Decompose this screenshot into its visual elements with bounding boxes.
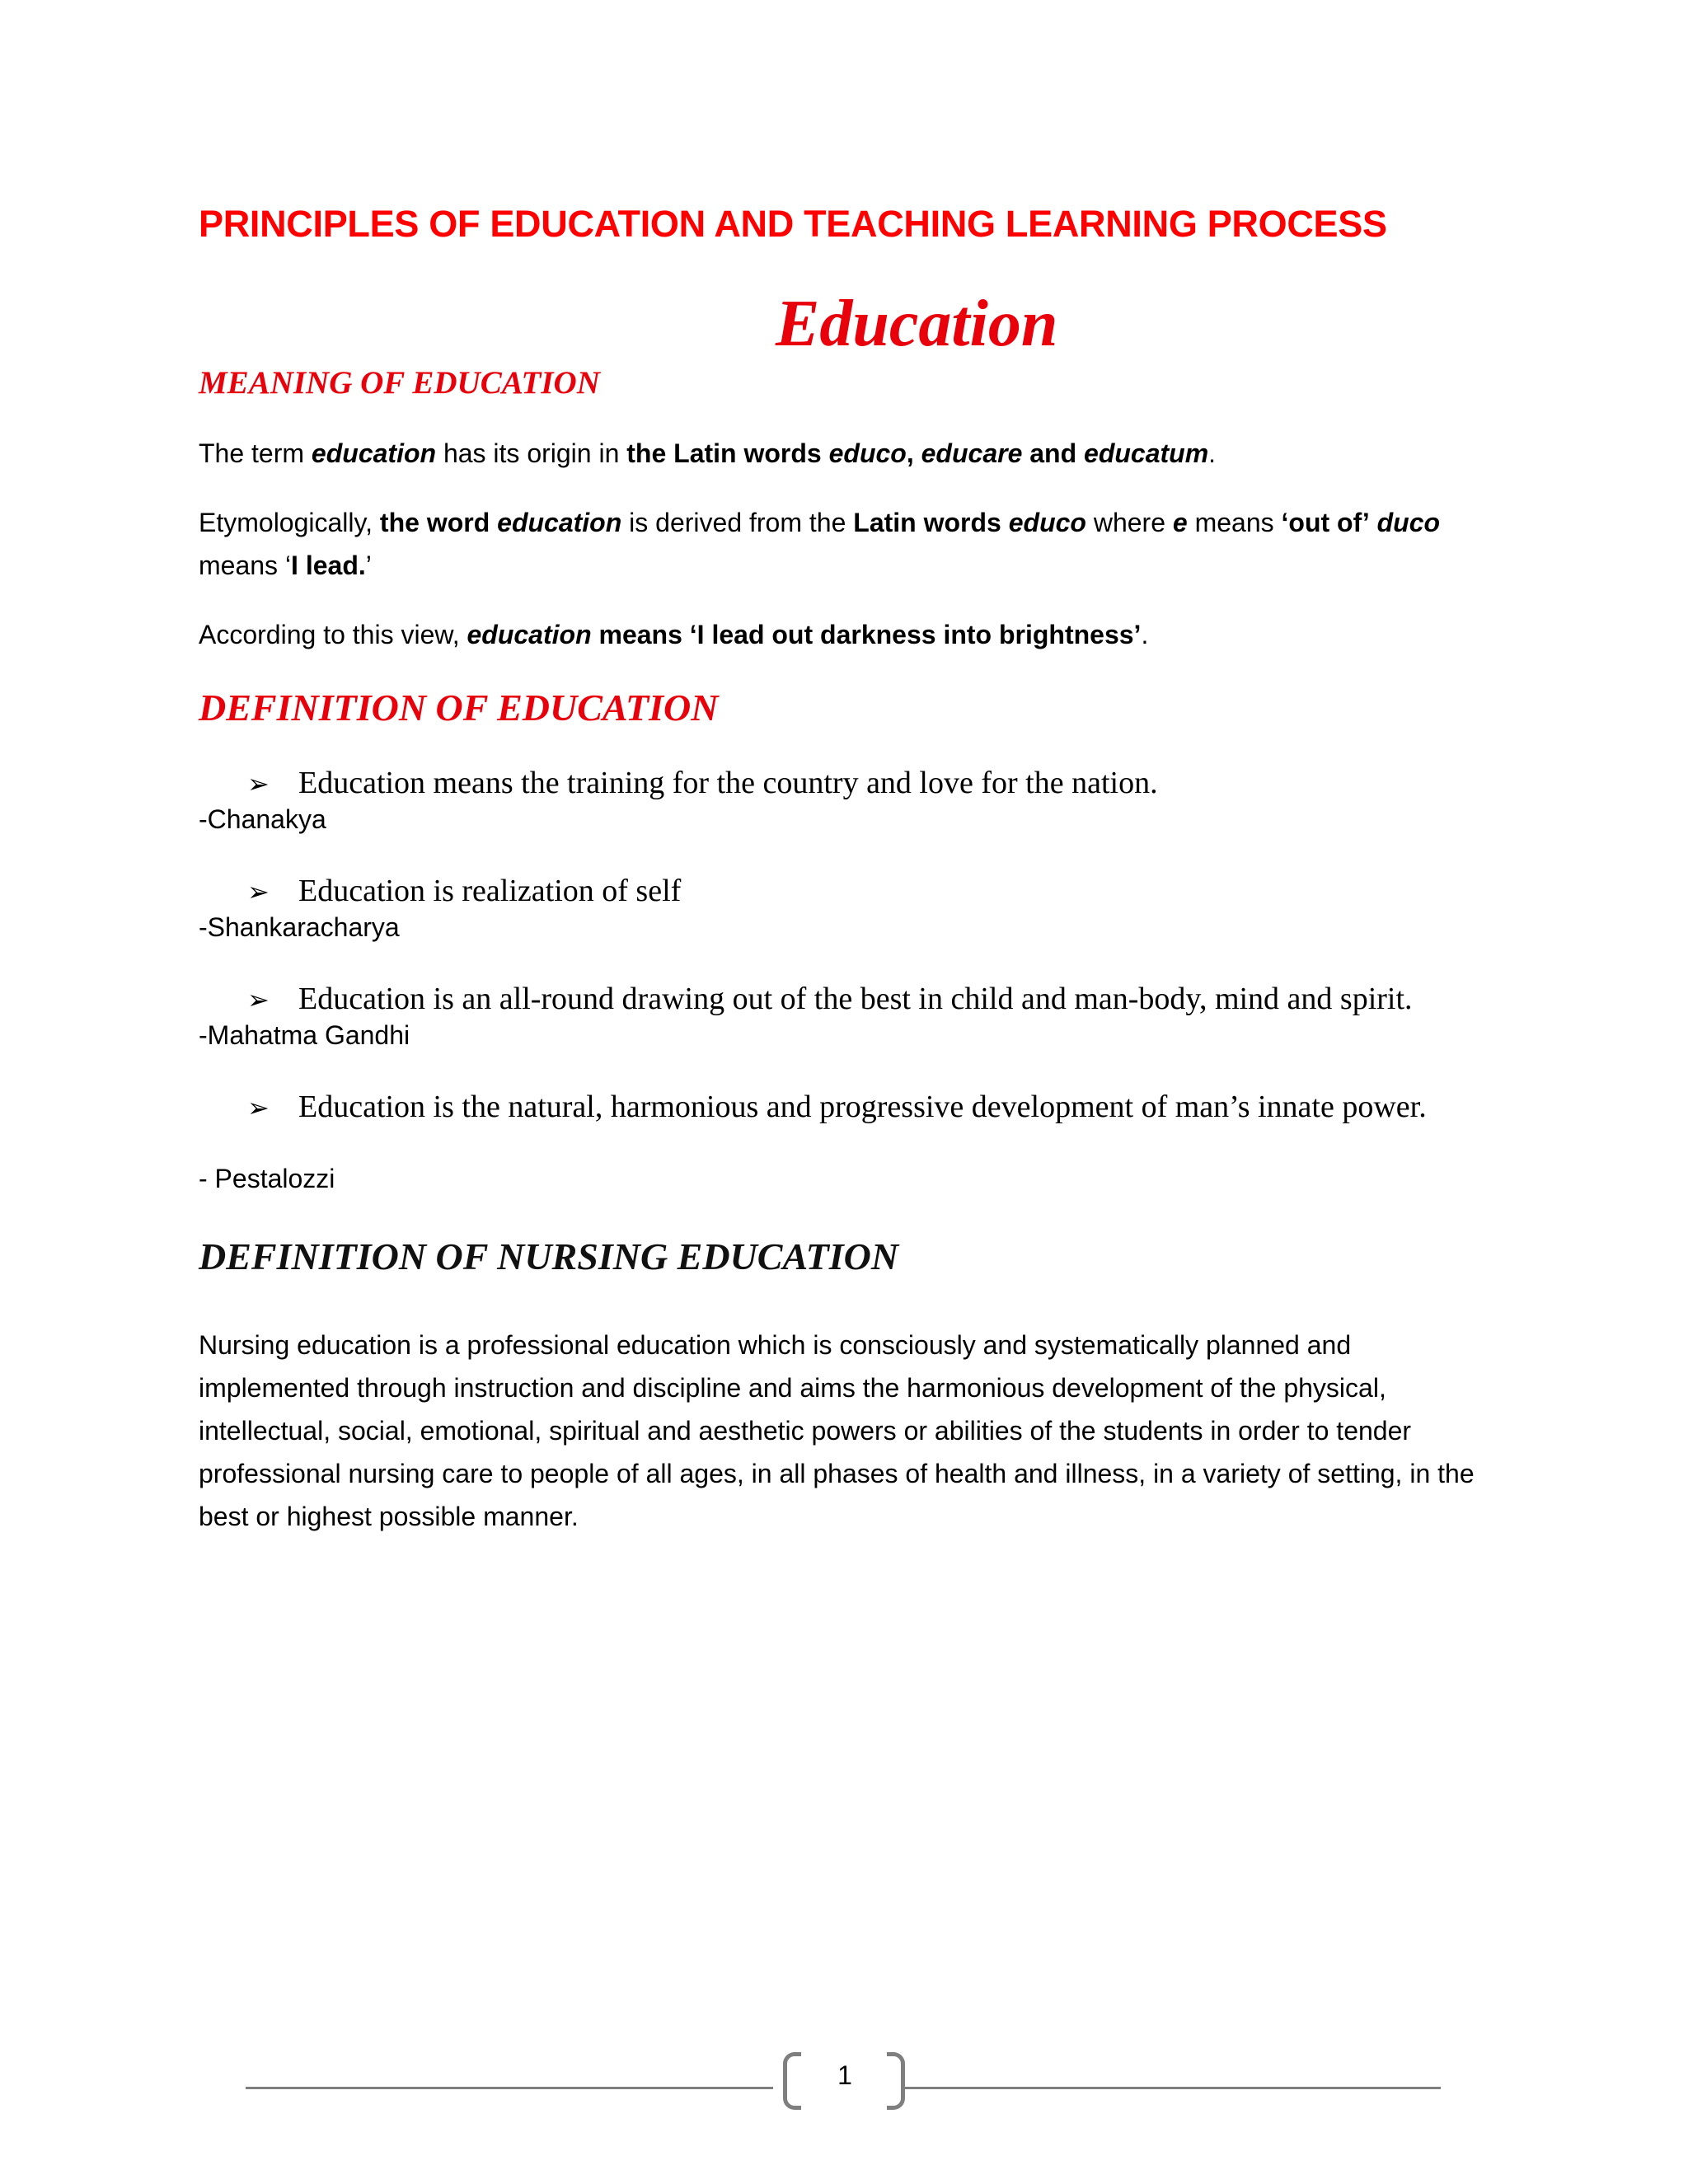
arrow-bullet-icon: ➢ <box>247 984 270 1015</box>
nursing-education-heading: DEFINITION OF NURSING EDUCATION <box>199 1235 899 1277</box>
footer-rule-left <box>246 2087 773 2089</box>
definition-text: Education means the training for the country and love for the nation. <box>298 766 1158 800</box>
definition-text: Education is the natural, harmonious and progressive development of man’s innate power. <box>298 1090 1427 1124</box>
arrow-bullet-icon: ➢ <box>247 1092 270 1123</box>
definition-author: -Shankaracharya <box>199 912 400 942</box>
definition-text: Education is realization of self <box>298 874 682 908</box>
definition-item <box>247 1087 1500 1127</box>
definition-item <box>247 871 1500 912</box>
nursing-education-paragraph: Nursing education is a professional education which is consciously and systematically planned and implemented through instruction and discipline and aims the harmonious development of the physical, intellectual, social, emotional, spiritual and aesthetic powers or abilities of the students in order to tender professional nursing care to people of all ages, in all phases of health and illness, in a variety of setting, in the best or highest possible manner. <box>199 1330 1475 1531</box>
document-header-title: PRINCIPLES OF EDUCATION AND TEACHING LEARNING PROCESS <box>199 203 1387 245</box>
page-number-bracket-left-icon <box>783 2052 801 2110</box>
definition-text: Education is an all-round drawing out of the best in child and man-body, mind and spirit. <box>298 982 1413 1016</box>
definition-author: - Pestalozzi <box>199 1164 335 1193</box>
meaning-paragraph-etymology: Etymologically, the word education is derived from the Latin words educo where e means ‘out of’ duco means ‘I lead.’ <box>199 508 1441 580</box>
footer-rule-right <box>903 2087 1441 2089</box>
main-title: Education <box>776 288 1058 360</box>
page-number-bracket-right-icon <box>887 2052 905 2110</box>
definition-item <box>247 979 1500 1019</box>
meaning-heading: MEANING OF EDUCATION <box>199 365 600 401</box>
arrow-bullet-icon: ➢ <box>247 768 270 799</box>
meaning-paragraph-origin: The term education has its origin in the Latin words educo, educare and educatum. <box>199 438 1217 468</box>
meaning-paragraph-view: According to this view, education means ‘I lead out darkness into brightness’. <box>199 620 1149 649</box>
definition-author: -Chanakya <box>199 804 326 834</box>
definition-heading: DEFINITION OF EDUCATION <box>199 687 719 729</box>
definition-item <box>247 763 1500 804</box>
definition-author: -Mahatma Gandhi <box>199 1020 410 1050</box>
arrow-bullet-icon: ➢ <box>247 876 270 907</box>
page-number: 1 <box>837 2060 852 2090</box>
